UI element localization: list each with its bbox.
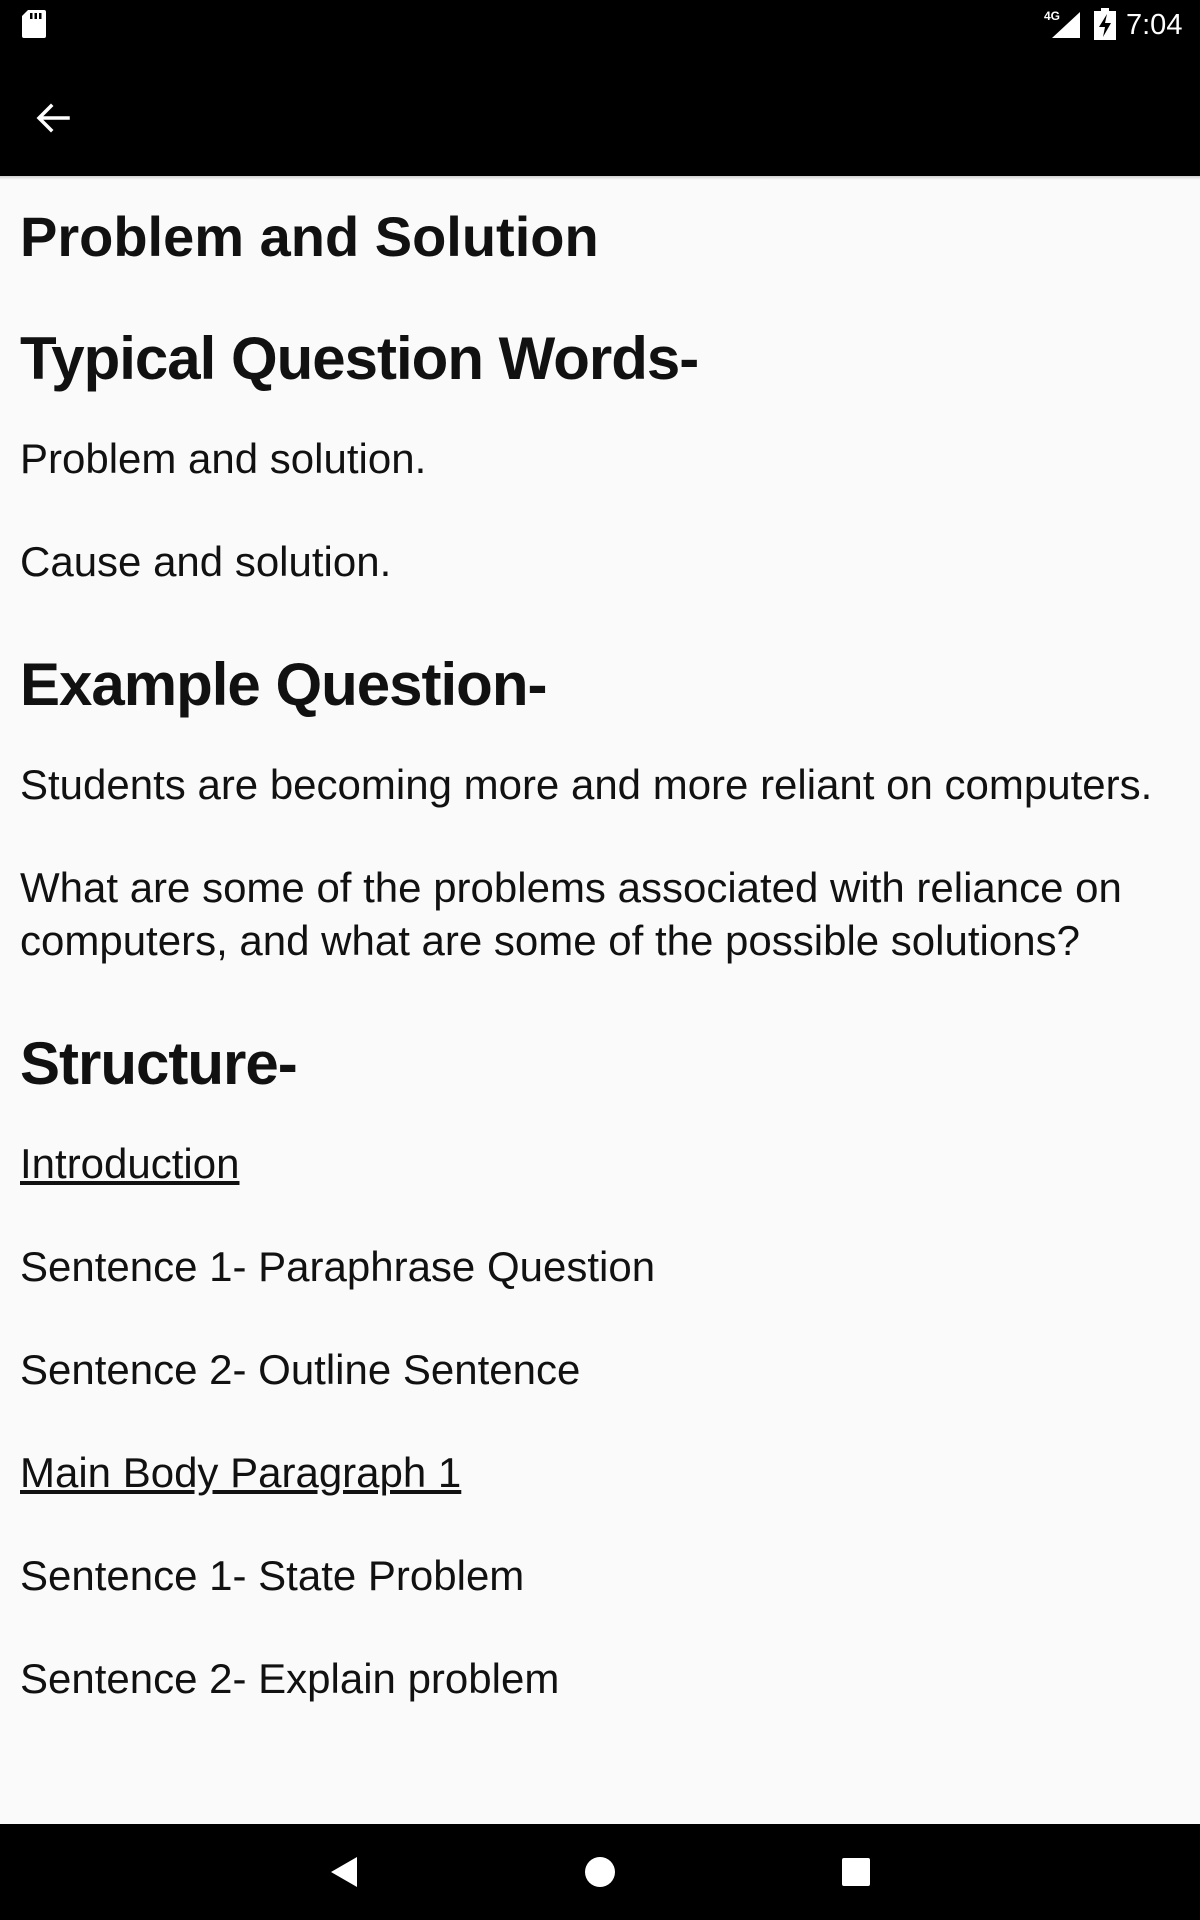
section-heading-question-words: Typical Question Words- (20, 325, 699, 392)
section-heading-example: Example Question- (20, 651, 547, 718)
app-bar-shadow (0, 176, 1200, 180)
structure-item: Sentence 1- State Problem (20, 1552, 525, 1599)
navigation-bar (0, 1824, 1200, 1920)
arrow-back-icon (32, 98, 72, 138)
structure-item: Sentence 1- Paraphrase Question (20, 1243, 656, 1290)
back-button[interactable] (32, 88, 112, 148)
question-word-item: Cause and solution. (20, 538, 392, 585)
square-recents-icon (841, 1857, 871, 1887)
nav-recents-button[interactable] (826, 1842, 886, 1902)
sd-card-icon (22, 10, 46, 38)
status-clock: 7:04 (1126, 9, 1183, 41)
example-paragraph: What are some of the problems associated with reliance on computers, and what are some of the possible solutions? (20, 864, 1122, 964)
signal-4g-icon (1044, 8, 1080, 40)
battery-charging-icon (1094, 8, 1116, 40)
article-content (20, 196, 1180, 1755)
nav-back-button[interactable] (314, 1842, 374, 1902)
structure-item: Sentence 2- Outline Sentence (20, 1346, 581, 1393)
page-title: Problem and Solution (20, 205, 599, 268)
status-bar (0, 0, 1200, 48)
structure-item: Sentence 2- Explain problem (20, 1655, 560, 1702)
example-paragraph: Students are becoming more and more reliant on computers. (20, 761, 1153, 808)
app-bar (0, 48, 1200, 176)
network-type-label: 4G (1044, 9, 1061, 23)
section-heading-structure: Structure- (20, 1030, 297, 1097)
question-word-item: Problem and solution. (20, 435, 427, 482)
structure-label-main-body-1: Main Body Paragraph 1 (20, 1449, 462, 1496)
triangle-back-icon (329, 1855, 359, 1889)
nav-home-button[interactable] (570, 1842, 630, 1902)
structure-label-introduction: Introduction (20, 1140, 240, 1187)
circle-home-icon (583, 1855, 617, 1889)
